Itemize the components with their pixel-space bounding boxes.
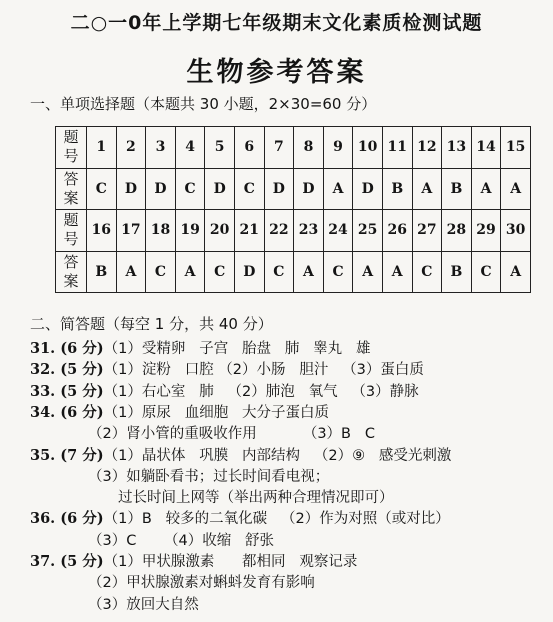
question-number: 30 bbox=[501, 210, 531, 252]
answer-cell: C bbox=[234, 168, 264, 210]
answer-text: （1）B 较多的二氧化碳 （2）作为对照（或对比） bbox=[103, 511, 450, 528]
question-label: 36. (6 分) bbox=[30, 510, 104, 528]
answer-line-36-cont bbox=[88, 529, 274, 550]
question-number: 2 bbox=[116, 127, 146, 169]
answer-cell: B bbox=[442, 168, 472, 210]
question-number: 25 bbox=[353, 210, 383, 252]
answer-cell: D bbox=[353, 168, 383, 210]
header-char: 答 bbox=[63, 252, 79, 271]
answer-line-31 bbox=[30, 337, 371, 358]
question-number: 19 bbox=[175, 210, 205, 252]
row-header-answer bbox=[56, 251, 87, 293]
question-number: 7 bbox=[264, 127, 294, 169]
answer-cell: D bbox=[264, 168, 294, 210]
answer-cell: A bbox=[501, 251, 531, 293]
question-number: 11 bbox=[382, 127, 412, 169]
answer-cell: D bbox=[116, 168, 146, 210]
answer-cell: C bbox=[264, 251, 294, 293]
answer-table bbox=[55, 126, 531, 293]
answer-cell: D bbox=[146, 168, 176, 210]
question-number: 27 bbox=[412, 210, 442, 252]
question-number: 16 bbox=[87, 210, 117, 252]
question-number: 15 bbox=[501, 127, 531, 169]
answer-line-34-cont bbox=[88, 422, 375, 443]
answer-cell: A bbox=[116, 251, 146, 293]
answer-text: （1）右心室 肺 （2）肺泡 氧气 （3）静脉 bbox=[103, 383, 419, 400]
answer-cell: D bbox=[294, 168, 324, 210]
answer-text: （3）放回大自然 bbox=[88, 596, 199, 613]
answer-text: （1）淀粉 口腔 （2）小肠 胆汁 （3）蛋白质 bbox=[103, 362, 424, 379]
header-char: 答 bbox=[63, 169, 79, 188]
answer-line-33 bbox=[30, 380, 419, 401]
question-label: 37. (5 分) bbox=[30, 553, 104, 570]
answer-cell: B bbox=[442, 251, 472, 293]
answer-line-32 bbox=[30, 358, 424, 379]
answer-text: （3）C （4）收缩 舒张 bbox=[88, 532, 275, 549]
answer-key-title: 生物参考答案 bbox=[186, 57, 367, 88]
answer-cell: C bbox=[412, 251, 442, 293]
answer-cell: C bbox=[175, 168, 205, 210]
answer-cell: A bbox=[175, 251, 205, 293]
answer-line-36 bbox=[30, 507, 450, 528]
question-number: 22 bbox=[264, 210, 294, 252]
section-2-heading: 二、简答题（每空 1 分，共 40 分） bbox=[30, 315, 273, 333]
table-row-answers-1 bbox=[56, 168, 531, 210]
question-number: 28 bbox=[442, 210, 472, 252]
answer-text: （2）甲状腺激素对蝌蚪发育有影响 bbox=[88, 575, 315, 592]
question-number: 13 bbox=[442, 127, 472, 169]
answer-line-35-cont bbox=[88, 465, 329, 486]
header-char: 号 bbox=[63, 230, 79, 249]
question-number: 26 bbox=[382, 210, 412, 252]
question-label: 34. (6 分) bbox=[30, 403, 104, 421]
answer-line-37-cont bbox=[88, 571, 315, 592]
answer-line-34 bbox=[30, 401, 329, 422]
answer-text: （3）如躺卧看书；过长时间看电视； bbox=[88, 468, 330, 485]
answer-line-35 bbox=[30, 444, 451, 465]
answer-cell: A bbox=[382, 251, 412, 293]
table-row-numbers-1 bbox=[56, 127, 531, 169]
answer-cell: B bbox=[87, 251, 117, 293]
answer-cell: D bbox=[234, 251, 264, 293]
header-char: 案 bbox=[63, 188, 79, 207]
row-header-question bbox=[56, 127, 87, 169]
question-number: 9 bbox=[323, 127, 353, 169]
row-header-answer bbox=[56, 168, 87, 210]
answer-cell: C bbox=[146, 251, 176, 293]
answer-line-37 bbox=[30, 550, 357, 571]
table-row-answers-2 bbox=[56, 251, 531, 293]
answer-text: （1）晶状体 巩膜 内部结构 （2）⑨ 感受光刺激 bbox=[103, 447, 452, 464]
question-number: 10 bbox=[353, 127, 383, 169]
question-number: 29 bbox=[471, 210, 501, 252]
question-number: 23 bbox=[294, 210, 324, 252]
answer-cell: D bbox=[205, 168, 235, 210]
answer-cell: A bbox=[294, 251, 324, 293]
answer-text: 过长时间上网等（举出两种合理情况即可） bbox=[118, 490, 394, 507]
answer-line-35-cont2 bbox=[118, 486, 394, 507]
question-number: 3 bbox=[146, 127, 176, 169]
question-label: 32. (5 分) bbox=[30, 361, 104, 379]
answer-cell: C bbox=[471, 251, 501, 293]
answer-cell: C bbox=[323, 251, 353, 293]
table-row-numbers-2 bbox=[56, 210, 531, 252]
header-char: 题 bbox=[63, 128, 79, 147]
answer-cell: A bbox=[471, 168, 501, 210]
header-char: 题 bbox=[63, 211, 79, 230]
answer-line-37-cont2 bbox=[88, 593, 199, 614]
answer-text: （1）甲状腺激素 都相同 观察记录 bbox=[103, 554, 358, 570]
question-number: 14 bbox=[471, 127, 501, 169]
question-label: 31. (6 分) bbox=[30, 340, 104, 357]
exam-title: 二○一0年上学期七年级期末文化素质检测试题 bbox=[70, 12, 483, 34]
header-char: 案 bbox=[63, 271, 79, 290]
answer-cell: C bbox=[205, 251, 235, 293]
question-number: 24 bbox=[323, 210, 353, 252]
row-header-question bbox=[56, 210, 87, 252]
answer-cell: A bbox=[323, 168, 353, 210]
question-number: 1 bbox=[87, 127, 117, 169]
question-number: 5 bbox=[205, 127, 235, 169]
question-number: 21 bbox=[234, 210, 264, 252]
question-number: 12 bbox=[412, 127, 442, 169]
question-number: 6 bbox=[234, 127, 264, 169]
answer-text: （1）原尿 血细胞 大分子蛋白质 bbox=[103, 404, 330, 421]
question-label: 35. (7 分) bbox=[30, 446, 104, 464]
header-char: 号 bbox=[63, 147, 79, 166]
question-number: 20 bbox=[205, 210, 235, 252]
answer-cell: C bbox=[87, 168, 117, 210]
question-label: 33. (5 分) bbox=[30, 382, 104, 400]
question-number: 17 bbox=[116, 210, 146, 252]
question-number: 18 bbox=[146, 210, 176, 252]
answer-cell: A bbox=[412, 168, 442, 210]
answer-cell: B bbox=[382, 168, 412, 210]
question-number: 4 bbox=[175, 127, 205, 169]
answer-cell: A bbox=[501, 168, 531, 210]
answer-text: （2）肾小管的重吸收作用 （3）B C bbox=[88, 426, 375, 443]
question-number: 8 bbox=[294, 127, 324, 169]
section-1-heading: 一、单项选择题（本题共 30 小题，2×30=60 分） bbox=[30, 95, 377, 113]
answer-cell: A bbox=[353, 251, 383, 293]
answer-text: （1）受精卵 子宫 胎盘 肺 睾丸 雄 bbox=[103, 341, 371, 357]
